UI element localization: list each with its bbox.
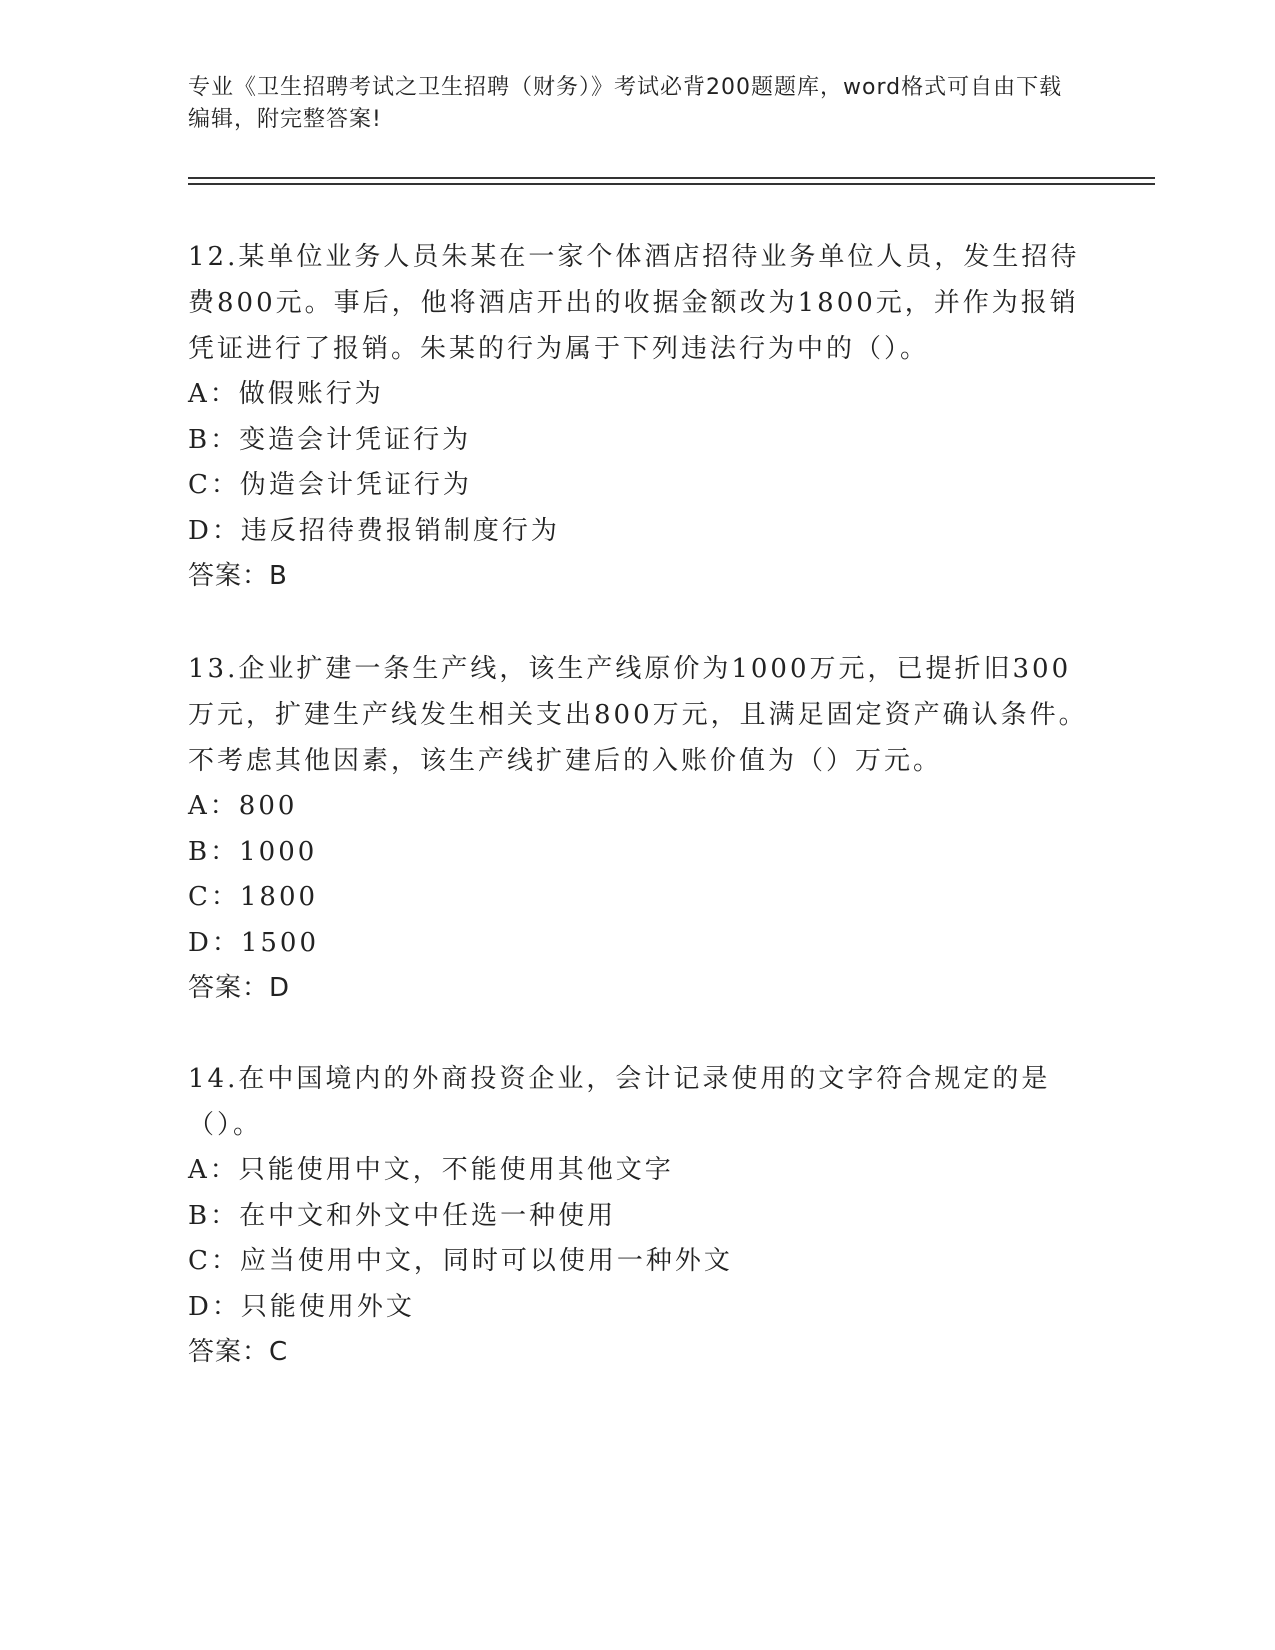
question-12 [188,234,1088,599]
option-b: B：在中文和外文中任选一种使用 [188,1200,617,1231]
header-divider-top [188,177,1155,179]
question-13 [188,646,1088,1011]
option-a: A：只能使用中文，不能使用其他文字 [188,1155,674,1185]
option-a: A：做假账行为 [188,379,384,409]
question-stem: 12.某单位业务人员朱某在一家个体酒店招待业务单位人员，发生招待费800元。事后，他将酒店开出的收据金额改为1800元，并作为报销凭证进行了报销。朱某的行为属于下列违法行为中的（）。 [188,242,1080,364]
option-b: B：变造会计凭证行为 [188,424,472,455]
question-stem: 14.在中国境内的外商投资企业，会计记录使用的文字符合规定的是（）。 [188,1064,1051,1140]
document-header: 专业《卫生招聘考试之卫生招聘（财务）》考试必背200题题库，word格式可自由下载编辑，附完整答案! [188,75,1063,132]
question-stem: 13.企业扩建一条生产线，该生产线原价为1000万元，已提折旧300万元，扩建生产线发生相关支出800万元，且满足固定资产确认条件。不考虑其他因素，该生产线扩建后的入账价值为（）万元。 [188,654,1088,776]
question-14 [188,1056,1088,1375]
option-c: C：1800 [188,882,319,912]
option-c: C：应当使用中文，同时可以使用一种外文 [188,1246,733,1276]
option-c: C：伪造会计凭证行为 [188,470,472,500]
option-d: D：1500 [188,927,320,958]
option-d: D：违反招待费报销制度行为 [188,515,560,546]
answer-line: 答案：C [188,1337,289,1367]
header-divider-bottom [188,183,1155,185]
answer-line: 答案：B [188,561,288,591]
option-b: B：1000 [188,836,318,867]
option-d: D：只能使用外文 [188,1291,415,1322]
answer-line: 答案：D [188,973,291,1003]
option-a: A：800 [188,791,298,821]
